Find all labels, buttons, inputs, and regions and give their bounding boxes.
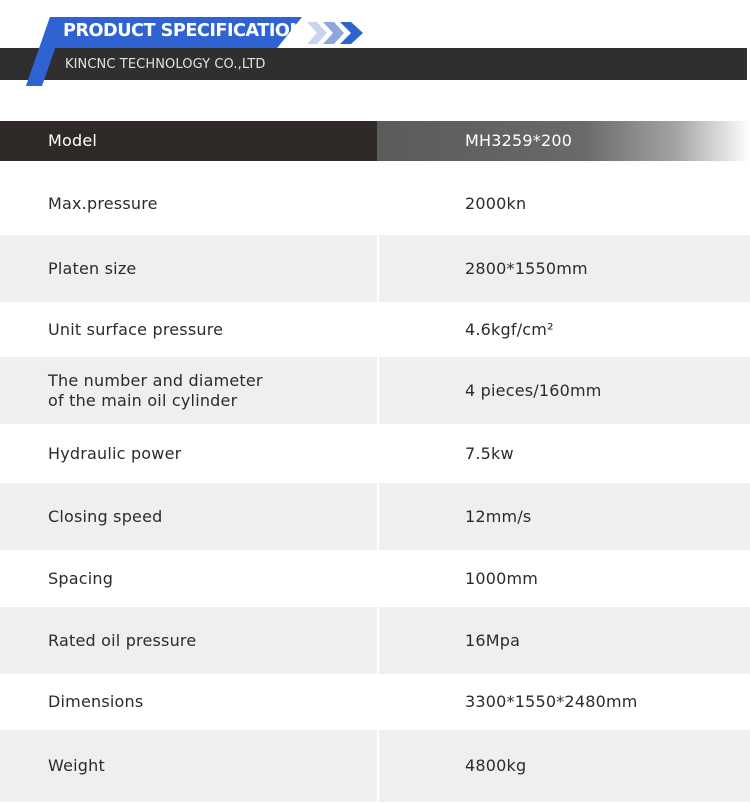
table-row xyxy=(0,235,750,302)
row-value: 3300*1550*2480mm xyxy=(465,692,638,711)
banner-title: PRODUCT SPECIFICATION xyxy=(63,20,304,41)
header-value: MH3259*200 xyxy=(465,131,573,150)
row-value: 4.6kgf/cm² xyxy=(465,319,554,339)
row-label: Hydraulic power xyxy=(48,443,182,463)
table-row xyxy=(0,483,750,550)
row-value: 16Mpa xyxy=(465,630,521,650)
spec-table xyxy=(0,121,750,802)
row-value: 2800*1550mm xyxy=(465,258,588,278)
chevron-right-icon xyxy=(307,22,367,44)
row-label: Weight xyxy=(48,756,105,775)
row-label: Rated oil pressure xyxy=(48,630,197,650)
table-row xyxy=(0,302,750,357)
spec-banner xyxy=(0,0,750,100)
row-label: Closing speed xyxy=(48,506,163,526)
table-row xyxy=(0,550,750,607)
row-label: Spacing xyxy=(48,568,114,588)
company-name: KINCNC TECHNOLOGY CO.,LTD xyxy=(65,57,266,72)
table-row xyxy=(0,424,750,483)
row-label: Max.pressure xyxy=(48,194,158,213)
row-label: Platen size xyxy=(48,258,137,278)
table-row xyxy=(0,674,750,730)
row-label: Dimensions xyxy=(48,692,144,711)
row-value: 7.5kw xyxy=(465,443,514,463)
row-label-multiline: The number and diameter of the main oil cylinder xyxy=(48,370,263,410)
table-row xyxy=(0,357,750,424)
row-value: 4 pieces/160mm xyxy=(465,380,602,400)
row-value: 1000mm xyxy=(465,568,539,588)
table-row xyxy=(0,607,750,674)
row-value: 4800kg xyxy=(465,756,527,775)
table-header-row xyxy=(0,121,750,161)
row-label: Unit surface pressure xyxy=(48,319,224,339)
header-label: Model xyxy=(48,131,98,150)
table-row xyxy=(0,730,750,802)
row-value: 2000kn xyxy=(465,194,527,213)
table-row xyxy=(0,173,750,235)
row-value: 12mm/s xyxy=(465,506,532,526)
